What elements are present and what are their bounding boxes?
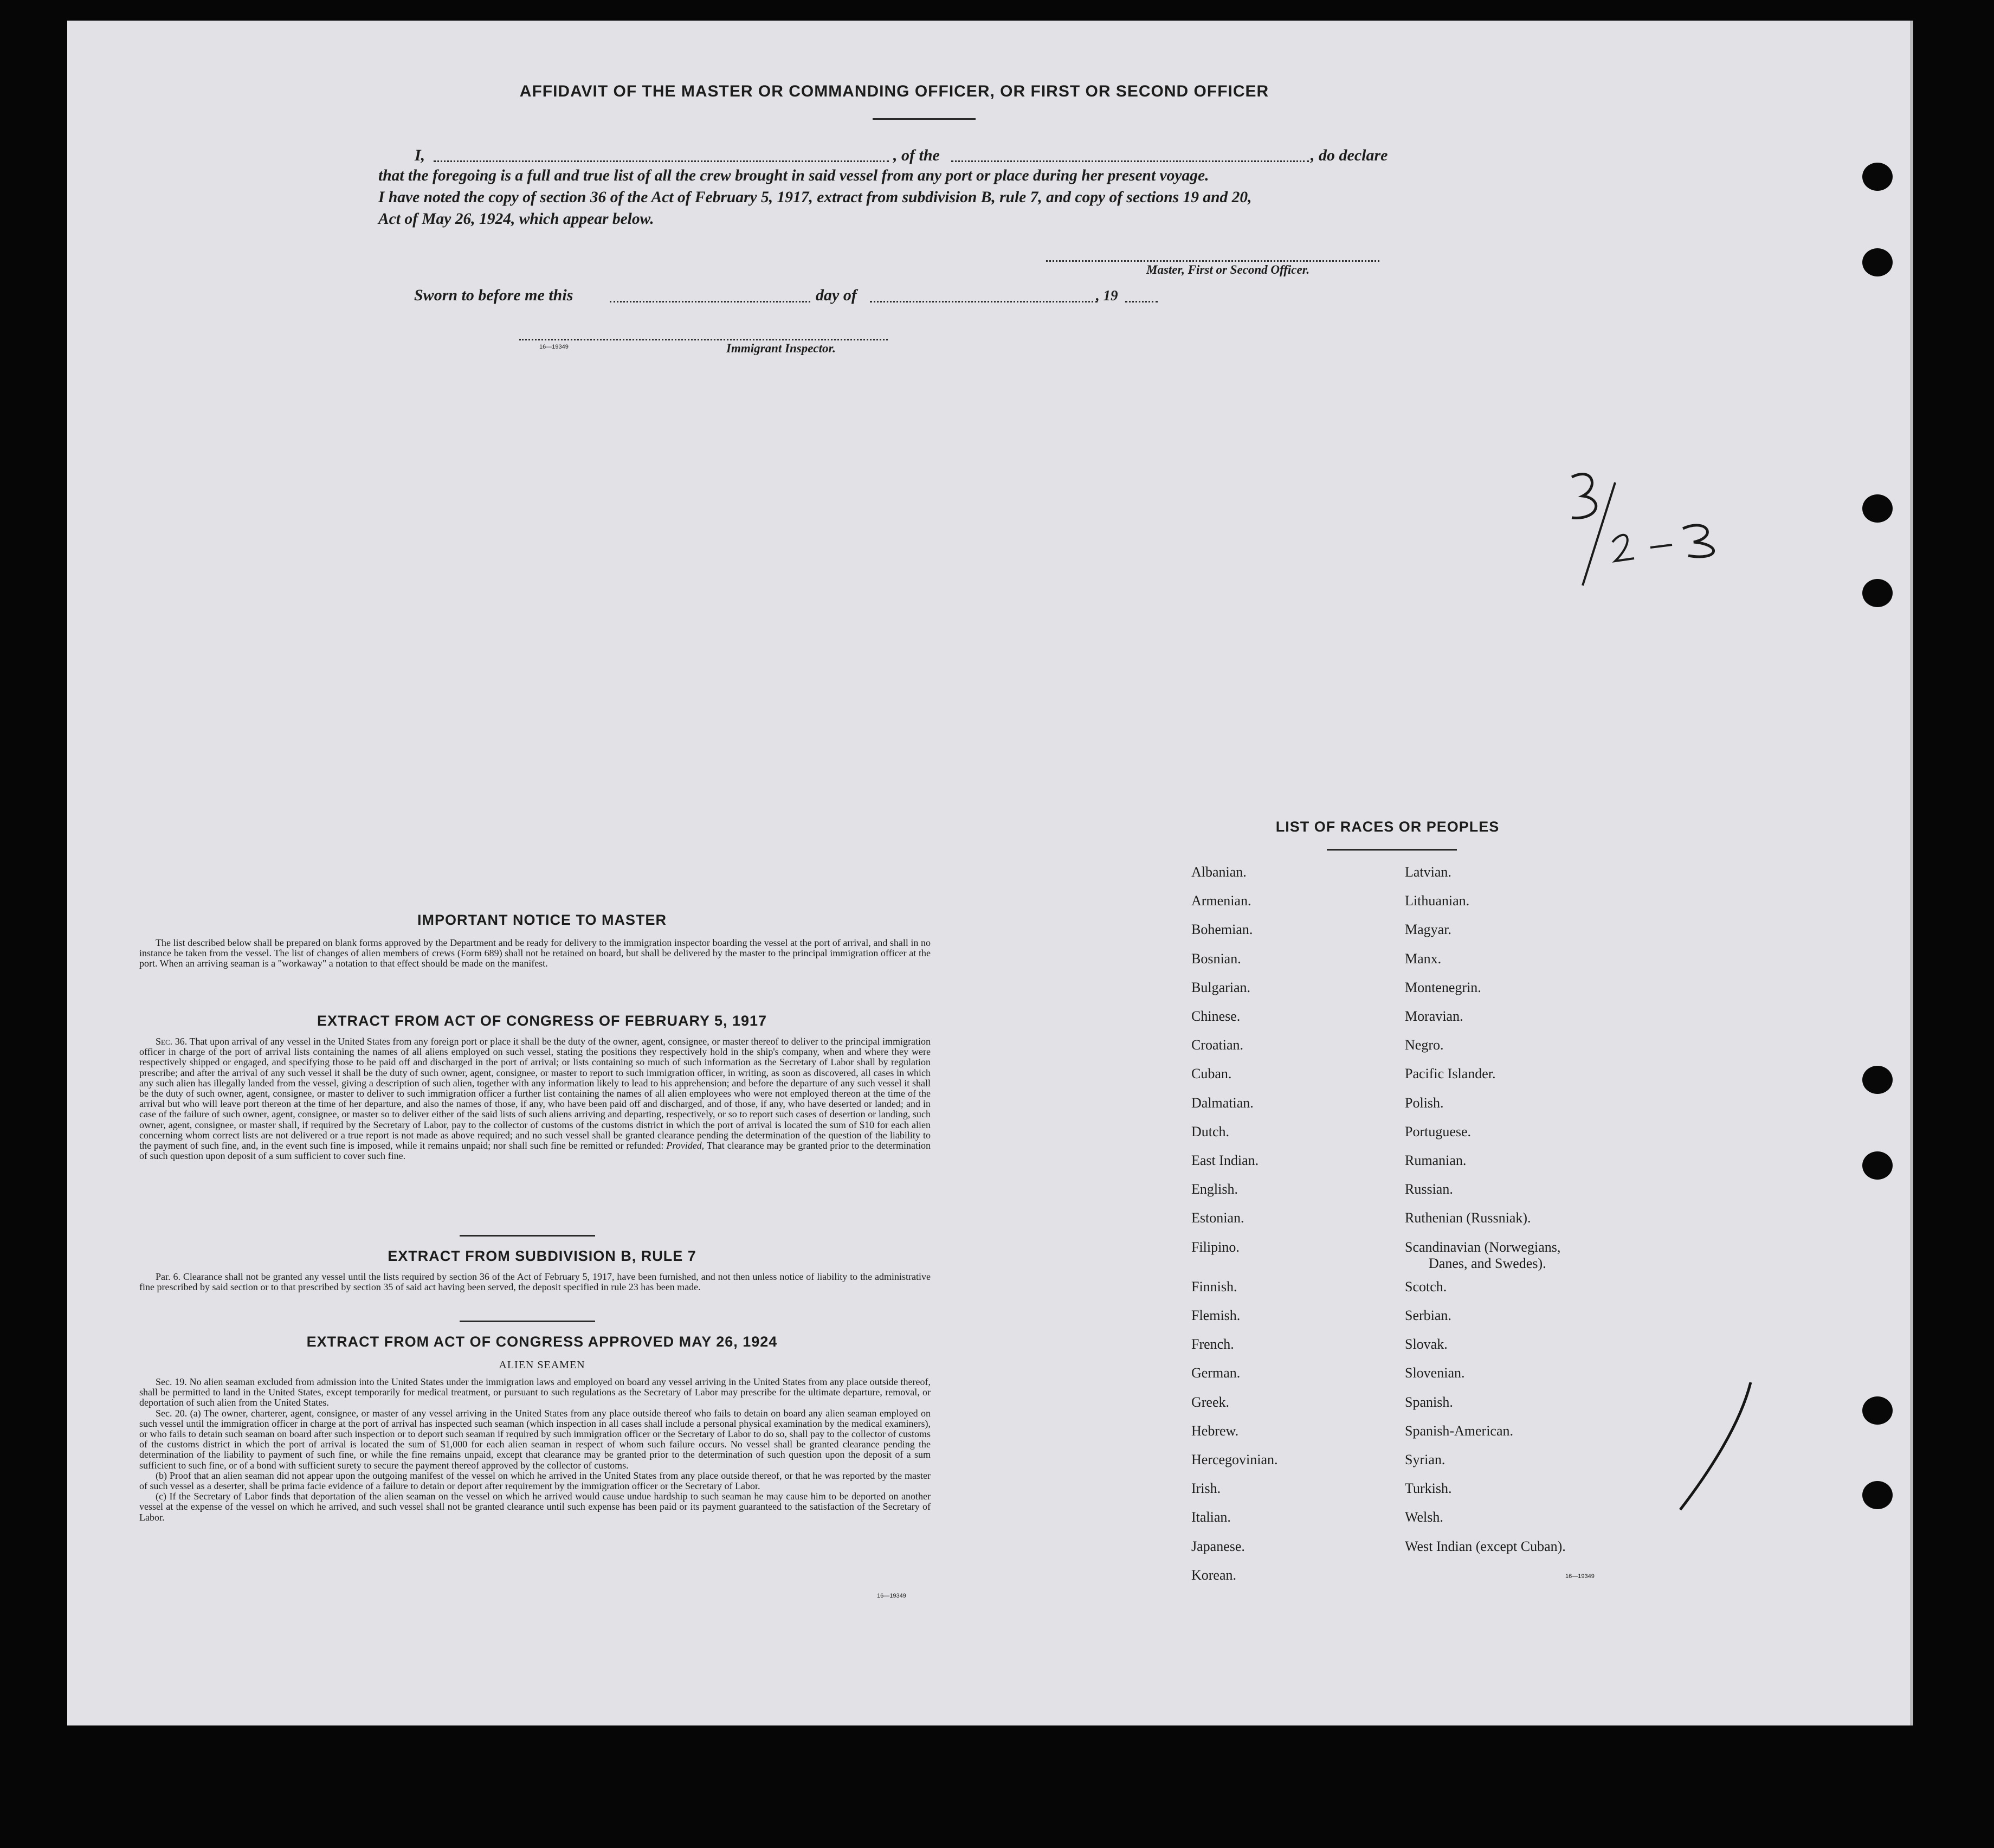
race-item: Japanese. <box>1191 1538 1245 1554</box>
race-item: Slovak. <box>1405 1336 1448 1353</box>
year-label: , 19 <box>1096 287 1118 304</box>
punch-hole <box>1862 1396 1893 1425</box>
race-item: Slovenian. <box>1405 1365 1465 1381</box>
race-item: German. <box>1191 1365 1241 1381</box>
race-item: West Indian (except Cuban). <box>1405 1538 1566 1554</box>
race-item: Italian. <box>1191 1509 1231 1525</box>
signature-line <box>1046 260 1379 262</box>
extract-1917-text: Sec. 36. That upon arrival of any vessel in the United States from any foreign port or place it shall be the duty of the owner, agent, consignee, or master thereof to deliver to the principal immigration officer in charge of the port of arrival lists containing the names of all aliens employed on such vessel, stating the positions they respectively hold in the ship's company, when and where they were respectively shipped or engaged, and specifying those to be paid off and discharged in the port of arrival; or lists containing so much of such information as the Secretary of Labor shall by regulation prescribe; and after the arrival of any such vessel it shall be the duty of such owner, agent, consignee, or master to report to such immigration officer, in writing, as soon as discovered, all cases in which any such alien has illegally landed from the vessel, giving a description of such alien, together with any information likely to lead to his apprehension; and before the departure of any such vessel it shall be the duty of such owner, agent, consignee, or master to deliver to such immigration officer a further list containing the names of all alien employees who were not employed thereon at the time of the arrival but who will leave port thereon at the time of her departure, and also the names of those, if any, who have been paid off and discharged, and of those, if any, who have deserted or landed; and in case of the failure of such owner, agent, consignee, or master so to deliver either of the said lists of such aliens arriving and departing, respectively, or so to report such cases of desertion or landing, such owner, agent, consignee, or master shall, if required by the Secretary of Labor, pay to the collector of customs of the customs district in which the port of arrival is located the sum of $10 for each alien concerning whom correct lists are not delivered or a true report is not made as above required; and no such vessel shall be granted clearance pending the determination of the question of the liability to the payment of such fine, and, in the event such fine is imposed, while it remains unpaid; nor shall such fine be remitted or refunded: Provided, That clearance may be granted prior to the determination of such question upon deposit of a sum sufficient to cover such fine. <box>139 1036 931 1162</box>
race-item: Filipino. <box>1191 1239 1240 1255</box>
race-item: Hercegovinian. <box>1191 1452 1278 1467</box>
signature-label: Master, First or Second Officer. <box>1146 263 1310 276</box>
punch-hole <box>1862 1481 1893 1509</box>
year-blank <box>1125 301 1158 302</box>
punch-hole <box>1862 494 1893 523</box>
punch-hole <box>1862 1151 1893 1180</box>
punch-hole <box>1862 579 1893 607</box>
race-item: Bohemian. <box>1191 922 1253 938</box>
race-item: Spanish. <box>1405 1394 1453 1410</box>
race-item: Finnish. <box>1191 1278 1237 1295</box>
race-item: Dutch. <box>1191 1123 1230 1139</box>
race-item: English. <box>1191 1181 1238 1197</box>
inspector-line <box>519 339 888 340</box>
race-item: Greek. <box>1191 1394 1230 1410</box>
affidavit-form-number: 16—19349 <box>539 344 569 350</box>
affidavit-line-2: that the foregoing is a full and true list of all the crew brought in said vessel from any port or place during her present voyage. <box>378 167 1209 184</box>
name-blank <box>434 160 889 162</box>
day-blank <box>610 301 810 302</box>
month-blank <box>870 301 1098 302</box>
section-36-label: Sec. 36. <box>156 1036 188 1047</box>
race-item: Croatian. <box>1191 1037 1244 1053</box>
race-item: Montenegrin. <box>1405 979 1481 995</box>
race-item: Negro. <box>1405 1037 1444 1053</box>
race-item: Pacific Islander. <box>1405 1066 1496 1082</box>
day-of-label: day of <box>816 286 857 304</box>
race-item: Albanian. <box>1191 864 1247 880</box>
handwritten-check-mark <box>1675 1382 1761 1512</box>
extract-1917-title: EXTRACT FROM ACT OF CONGRESS OF FEBRUARY 5, 1917 <box>317 1013 767 1029</box>
race-item: Estonian. <box>1191 1210 1244 1226</box>
affidavit-i: I, <box>415 146 425 164</box>
race-item: Syrian. <box>1405 1452 1446 1467</box>
handwritten-page-number <box>1561 466 1745 596</box>
race-item: Danes, and Swedes). <box>1429 1255 1546 1271</box>
race-item: Manx. <box>1405 950 1442 967</box>
punch-hole <box>1862 248 1893 276</box>
race-item: Cuban. <box>1191 1066 1232 1082</box>
race-item: Portuguese. <box>1405 1123 1472 1139</box>
race-item: Spanish-American. <box>1405 1422 1514 1439</box>
extract-form-number: 16—19349 <box>877 1593 906 1599</box>
race-item: French. <box>1191 1336 1234 1353</box>
race-item: Ruthenian (Russniak). <box>1405 1210 1531 1226</box>
vessel-blank <box>951 160 1309 162</box>
alien-seamen-subtitle: ALIEN SEAMEN <box>499 1359 585 1371</box>
race-item: Welsh. <box>1405 1509 1443 1525</box>
race-item: Latvian. <box>1405 864 1451 880</box>
race-item: Rumanian. <box>1405 1152 1467 1168</box>
race-item: Korean. <box>1191 1567 1237 1583</box>
subdivision-b-title: EXTRACT FROM SUBDIVISION B, RULE 7 <box>388 1248 696 1264</box>
race-item: Scandinavian (Norwegians, <box>1405 1239 1561 1255</box>
race-item: Chinese. <box>1191 1008 1241 1024</box>
race-item: Lithuanian. <box>1405 893 1470 909</box>
races-form-number: 16—19349 <box>1565 1573 1595 1580</box>
races-divider <box>1327 849 1457 851</box>
affidavit-line-3: I have noted the copy of section 36 of the Act of February 5, 1917, extract from subdivision B, rule 7, and copy of sections 19 and 20, <box>378 189 1252 206</box>
extract-1924-title: EXTRACT FROM ACT OF CONGRESS APPROVED MAY 26, 1924 <box>306 1334 778 1350</box>
race-item: Magyar. <box>1405 922 1451 938</box>
race-item: Scotch. <box>1405 1278 1447 1295</box>
race-item: Bulgarian. <box>1191 979 1251 995</box>
notice-text: The list described below shall be prepared on blank forms approved by the Department and be ready for delivery to the immigration inspector boarding the vessel at the port of arrival, and shall in no instance be taken from the vessel. The list of changes of alien members of crews (Form 689) shall not be retained on board, but shall be delivered by the master to the principal immigration officer at the port. When an arriving seaman is a "workaway" a notation to that effect should be made on the manifest. <box>139 937 931 969</box>
race-item: Turkish. <box>1405 1480 1452 1497</box>
race-item: Irish. <box>1191 1480 1221 1497</box>
race-item: Flemish. <box>1191 1308 1241 1323</box>
race-item: Moravian. <box>1405 1008 1463 1024</box>
inspector-label: Immigrant Inspector. <box>726 342 836 355</box>
affidavit-line-4: Act of May 26, 1924, which appear below. <box>378 210 654 228</box>
extract-1924-text: Sec. 19. No alien seaman excluded from admission into the United States under the immigration laws and employed on board any vessel arriving in the United States from any place outside thereof, shall be permitted to land in the United States, except temporarily for medical treatment, or pursuant to such regulations as the Secretary of Labor may prescribe for the ultimate departure, removal, or deportation of such alien from the United States. Sec. 20. (a) The owner, charterer, agent, consignee, or master of any vessel arriving in the United States from any place outside thereof who fails to detain on board any alien seaman employed on such vessel until the immigration officer in charge at the port of arrival has inspected such seaman (which inspection in all cases shall include a personal physical examination by the medical examiners), or who fails to detain such seaman on board after such inspection or to deport such seaman if required by such immigration officer or the Secretary of Labor to do so, shall pay to the collector of customs of the customs district in which the port of arrival is located the sum of $1,000 for each alien seaman in respect of whom such failure occurs. No vessel shall be granted clearance pending the determination of the liability to payment of such fine, or while the fine remains unpaid, except that clearance may be granted prior to the determination of such question upon the deposit of a sum sufficient to such fine, or of a bond with sufficient surety to secure the payment thereof approved by the collector of customs. (b) Proof that an alien seaman did not appear upon the outgoing manifest of the vessel on which he arrived in the United States from any place outside thereof, or that he was reported by the master of such vessel as a deserter, shall be prima facie evidence of a failure to detain or deport after requirement by the immigration officer or the Secretary of Labor. (c) If the Secretary of Labor finds that deportation of the alien seaman on the vessel on which he arrived would cause undue hardship to such seaman he may cause him to be deported on another vessel at the expense of the vessel on which he arrived, and such vessel shall not be granted clearance until such expense has been paid or its payment guaranteed to the satisfaction of the Secretary of Labor. <box>139 1376 931 1523</box>
affidavit-title: AFFIDAVIT OF THE MASTER OR COMMANDING OFFICER, OR FIRST OR SECOND OFFICER <box>519 82 1269 100</box>
race-item: Polish. <box>1405 1094 1444 1111</box>
race-item: Bosnian. <box>1191 950 1241 967</box>
race-item: Russian. <box>1405 1181 1453 1197</box>
race-item: Dalmatian. <box>1191 1094 1254 1111</box>
section-divider <box>460 1321 595 1322</box>
affidavit-of-the: , of the <box>893 146 940 164</box>
subdivision-b-text: Par. 6. Clearance shall not be granted any vessel until the lists required by section 36 of the Act of February 5, 1917, have been furnished, and not then unless notice of liability to the administrative fine prescribed by said section or to that prescribed by section 35 of said act having been served, the deposit specified in rule 23 has been made. <box>139 1271 931 1293</box>
punch-hole <box>1862 163 1893 191</box>
race-item: Armenian. <box>1191 893 1251 909</box>
section-divider <box>460 1235 595 1237</box>
races-title: LIST OF RACES OR PEOPLES <box>1275 819 1500 835</box>
race-item: Serbian. <box>1405 1308 1451 1323</box>
notice-title: IMPORTANT NOTICE TO MASTER <box>417 912 667 928</box>
affidavit-do-declare: , do declare <box>1311 146 1388 164</box>
punch-hole <box>1862 1066 1893 1094</box>
race-item: East Indian. <box>1191 1152 1259 1168</box>
title-divider <box>873 118 976 120</box>
race-item: Hebrew. <box>1191 1422 1239 1439</box>
sworn-label: Sworn to before me this <box>414 286 573 304</box>
